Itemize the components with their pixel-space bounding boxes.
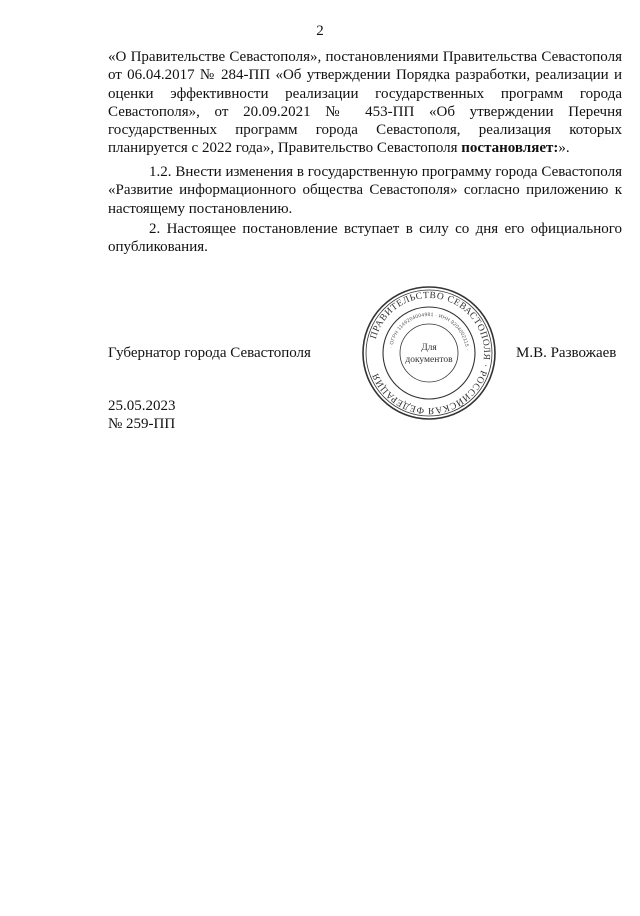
stamp-outer-text: ПРАВИТЕЛЬСТВО СЕВАСТОПОЛЯ · РОССИЙСКАЯ ФЕДЕРАЦИЯ <box>368 290 492 416</box>
paragraph-item-2: 2. Настоящее постановление вступает в силу со дня его официального опубликования. <box>108 221 622 256</box>
paragraph-legal-basis-text: «О Правительстве Севастополя», постановлениями Правительства Севастополя от 06.04.2017 № 284-ПП «Об утверждении Порядка разработки, реализации и оценки эффективности реализации государственных программ города Севастополя», от 20.09.2021 № 453-ПП «Об утверждении Перечня государственных программ города Севастополя, реализация которых планируется с 2022 года», Правительство Севастополя <box>108 49 622 157</box>
resolution-keyword: постановляет: <box>461 140 559 157</box>
paragraph-item-1-2: 1.2. Внести изменения в государственную программу города Севастополя «Развитие информационного общества Севастополя» согласно приложению к настоящему постановлению. <box>108 164 622 217</box>
signatory-name: М.В. Развожаев <box>516 345 617 361</box>
svg-text:· ОГРН 1149204004981 · ИНН 920: · ОГРН 1149204004981 · ИНН 9204002115 · <box>388 311 470 351</box>
document-date: 25.05.2023 <box>108 398 176 414</box>
page-number: 2 <box>316 23 324 39</box>
paragraph-legal-basis <box>108 48 622 158</box>
paragraph-legal-basis-ending: ». <box>558 140 570 157</box>
stamp-center-line-2: документов <box>405 355 453 365</box>
stamp-center-line-1: Для <box>421 343 437 353</box>
document-number: № 259-ПП <box>108 416 176 432</box>
official-stamp <box>360 284 498 422</box>
stamp-seal-graphic <box>360 284 498 422</box>
signatory-title: Губернатор города Севастополя <box>108 345 311 361</box>
